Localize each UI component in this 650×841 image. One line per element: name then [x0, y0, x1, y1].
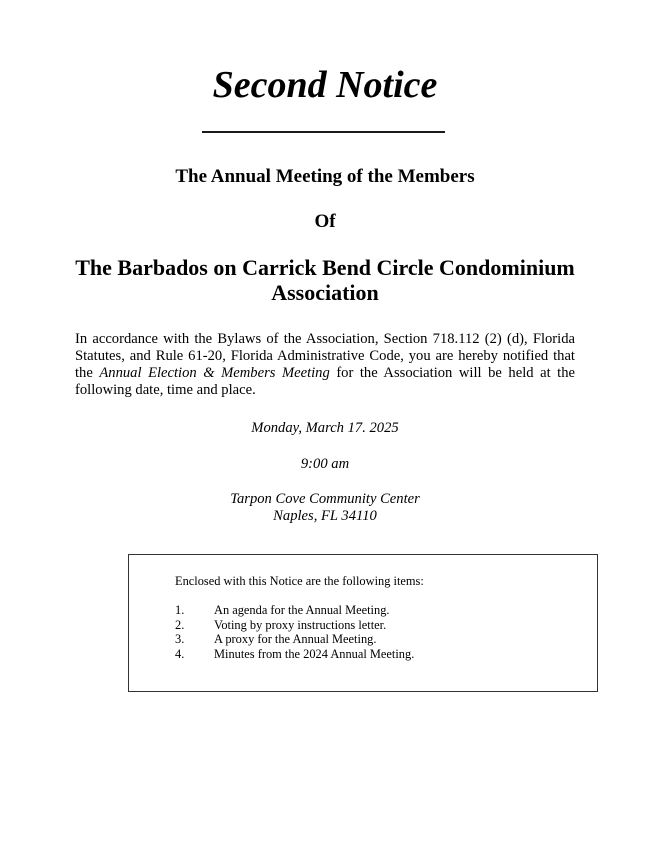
meeting-date: Monday, March 17. 2025	[251, 420, 399, 436]
list-item-text: Minutes from the 2024 Annual Meeting.	[214, 646, 415, 661]
list-item	[175, 618, 414, 633]
venue-city: Naples, FL 34110	[273, 508, 377, 524]
notice-text-part2: for the Association will be held at the following date, time and place.	[75, 365, 575, 398]
of-heading: Of	[314, 211, 336, 232]
venue-name: Tarpon Cove Community Center	[230, 491, 420, 507]
list-item-number: 3.	[175, 632, 185, 647]
enclosures-intro: Enclosed with this Notice are the following items:	[175, 574, 424, 588]
list-item-number: 2.	[175, 617, 185, 632]
meeting-heading: The Annual Meeting of the Members	[175, 166, 475, 187]
notice-paragraph	[75, 331, 575, 399]
enclosures-box	[128, 554, 598, 692]
document-title: Second Notice	[212, 64, 438, 106]
list-item-text: A proxy for the Annual Meeting.	[214, 632, 377, 647]
list-item-text: Voting by proxy instructions letter.	[214, 617, 387, 632]
enclosures-list	[175, 603, 414, 661]
list-item-number: 4.	[175, 646, 185, 661]
list-item	[175, 647, 414, 662]
list-item	[175, 632, 414, 647]
meeting-time: 9:00 am	[300, 456, 350, 472]
list-item-number: 1.	[175, 603, 185, 617]
list-item-text: An agenda for the Annual Meeting.	[214, 603, 390, 617]
list-item	[175, 603, 414, 618]
title-underline-divider	[202, 131, 445, 133]
notice-text-part1: In accordance with the Bylaws of the Association, Section 718.112 (2) (d), Florida Statutes, and Rule 61-20, Florida Administrative Code, you are hereby notified that the	[75, 331, 575, 381]
association-name-heading: The Barbados on Carrick Bend Circle Condominium Association	[75, 255, 575, 305]
notice-text-emphasis: Annual Election & Members Meeting	[99, 365, 330, 381]
meeting-venue	[0, 491, 650, 525]
